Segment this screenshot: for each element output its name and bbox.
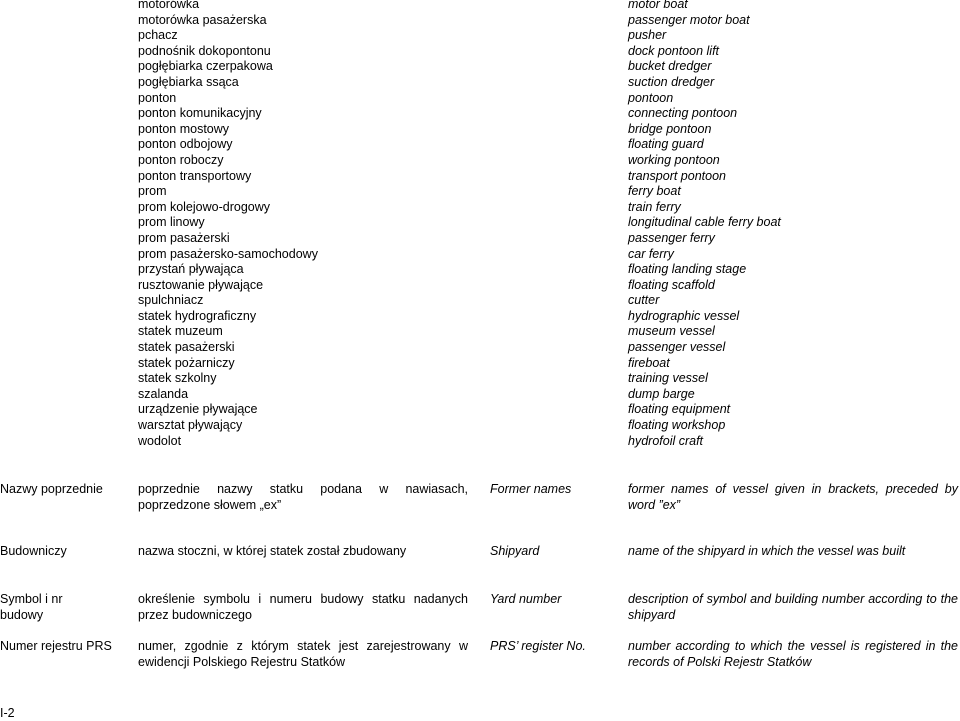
- term-polish: prom: [138, 184, 167, 199]
- term-english: longitudinal cable ferry boat: [628, 215, 781, 230]
- field-description-polish: poprzednie nazwy statku podana w nawiasach, poprzedzone słowem „ex”: [138, 482, 468, 512]
- field-name-english: PRS’ register No.: [490, 639, 586, 653]
- term-polish: motorówka pasażerska: [138, 12, 267, 27]
- field-description-english: former names of vessel given in brackets, preceded by word ”ex”: [628, 482, 958, 512]
- term-english: suction dredger: [628, 74, 715, 89]
- term-polish: pchacz: [138, 28, 178, 43]
- page-number: I-2: [0, 706, 15, 720]
- field-name-english: Shipyard: [490, 544, 540, 558]
- term-english: passenger ferry: [628, 230, 715, 245]
- field-description-english: name of the shipyard in which the vessel was built: [628, 544, 906, 558]
- term-polish: statek pożarniczy: [138, 355, 235, 370]
- term-polish: prom pasażersko-samochodowy: [138, 246, 318, 261]
- field-description-polish: określenie symbolu i numeru budowy statku nadanych przez budowniczego: [138, 592, 468, 622]
- field-description-polish: nazwa stoczni, w której statek został zbudowany: [138, 544, 407, 558]
- term-polish: wodolot: [138, 433, 182, 448]
- term-english: passenger vessel: [628, 340, 726, 355]
- term-polish: statek hydrograficzny: [138, 308, 257, 323]
- term-polish: statek muzeum: [138, 324, 223, 339]
- term-english: connecting pontoon: [628, 106, 738, 121]
- field-description-english: description of symbol and building number according to the shipyard: [628, 592, 958, 622]
- field-name-polish: Nazwy poprzednie: [0, 482, 103, 496]
- term-english: fireboat: [628, 355, 670, 370]
- field-name-english: Yard number: [490, 592, 562, 606]
- field-description-polish: numer, zgodnie z którym statek jest zarejestrowany w ewidencji Polskiego Rejestru Statków: [138, 639, 468, 669]
- term-polish: ponton: [138, 90, 177, 105]
- term-polish: prom pasażerski: [138, 230, 230, 245]
- term-english: floating scaffold: [628, 277, 715, 292]
- term-english: bridge pontoon: [628, 121, 712, 136]
- term-polish: urządzenie pływające: [138, 402, 258, 417]
- term-polish: pogłębiarka ssąca: [138, 74, 239, 89]
- term-polish: rusztowanie pływające: [138, 277, 264, 292]
- term-english: dump barge: [628, 386, 695, 401]
- term-english: motor boat: [628, 0, 688, 11]
- field-name-polish: Budowniczy: [0, 544, 67, 558]
- term-polish: prom kolejowo-drogowy: [138, 199, 271, 214]
- term-english: floating equipment: [628, 402, 731, 417]
- term-polish: ponton roboczy: [138, 152, 224, 167]
- term-english: floating guard: [628, 137, 704, 152]
- field-name-polish: Numer rejestru PRS: [0, 639, 112, 653]
- term-polish: motorówka: [138, 0, 200, 11]
- term-english: training vessel: [628, 371, 708, 386]
- term-english: museum vessel: [628, 324, 715, 339]
- term-polish: przystań pływająca: [138, 262, 244, 277]
- term-polish: ponton odbojowy: [138, 137, 233, 152]
- term-english: floating landing stage: [628, 262, 747, 277]
- term-english: cutter: [628, 293, 660, 308]
- term-polish: pogłębiarka czerpakowa: [138, 59, 273, 74]
- term-english: train ferry: [628, 199, 681, 214]
- term-english: floating workshop: [628, 418, 726, 433]
- term-english: working pontoon: [628, 152, 720, 167]
- term-english: hydrofoil craft: [628, 433, 704, 448]
- term-polish: warsztat pływający: [138, 418, 243, 433]
- term-polish: ponton komunikacyjny: [138, 106, 262, 121]
- term-polish: ponton mostowy: [138, 121, 230, 136]
- term-polish: ponton transportowy: [138, 168, 252, 183]
- term-english: pontoon: [628, 90, 674, 105]
- field-name-polish: Symbol i nr budowy: [0, 592, 63, 622]
- term-english: bucket dredger: [628, 59, 712, 74]
- term-english: pusher: [628, 28, 667, 43]
- term-polish: prom linowy: [138, 215, 205, 230]
- field-name-english: Former names: [490, 482, 572, 496]
- term-english: hydrographic vessel: [628, 308, 740, 323]
- term-polish: statek pasażerski: [138, 340, 235, 355]
- term-polish: podnośnik dokopontonu: [138, 43, 271, 58]
- field-description-english: number according to which the vessel is registered in the records of Polski Rejestr Statków: [628, 639, 958, 669]
- term-polish: szalanda: [138, 386, 189, 401]
- term-polish: statek szkolny: [138, 371, 217, 386]
- term-english: car ferry: [628, 246, 674, 261]
- term-english: passenger motor boat: [628, 12, 750, 27]
- term-english: dock pontoon lift: [628, 43, 720, 58]
- term-polish: spulchniacz: [138, 293, 204, 308]
- term-english: transport pontoon: [628, 168, 726, 183]
- term-english: ferry boat: [628, 184, 681, 199]
